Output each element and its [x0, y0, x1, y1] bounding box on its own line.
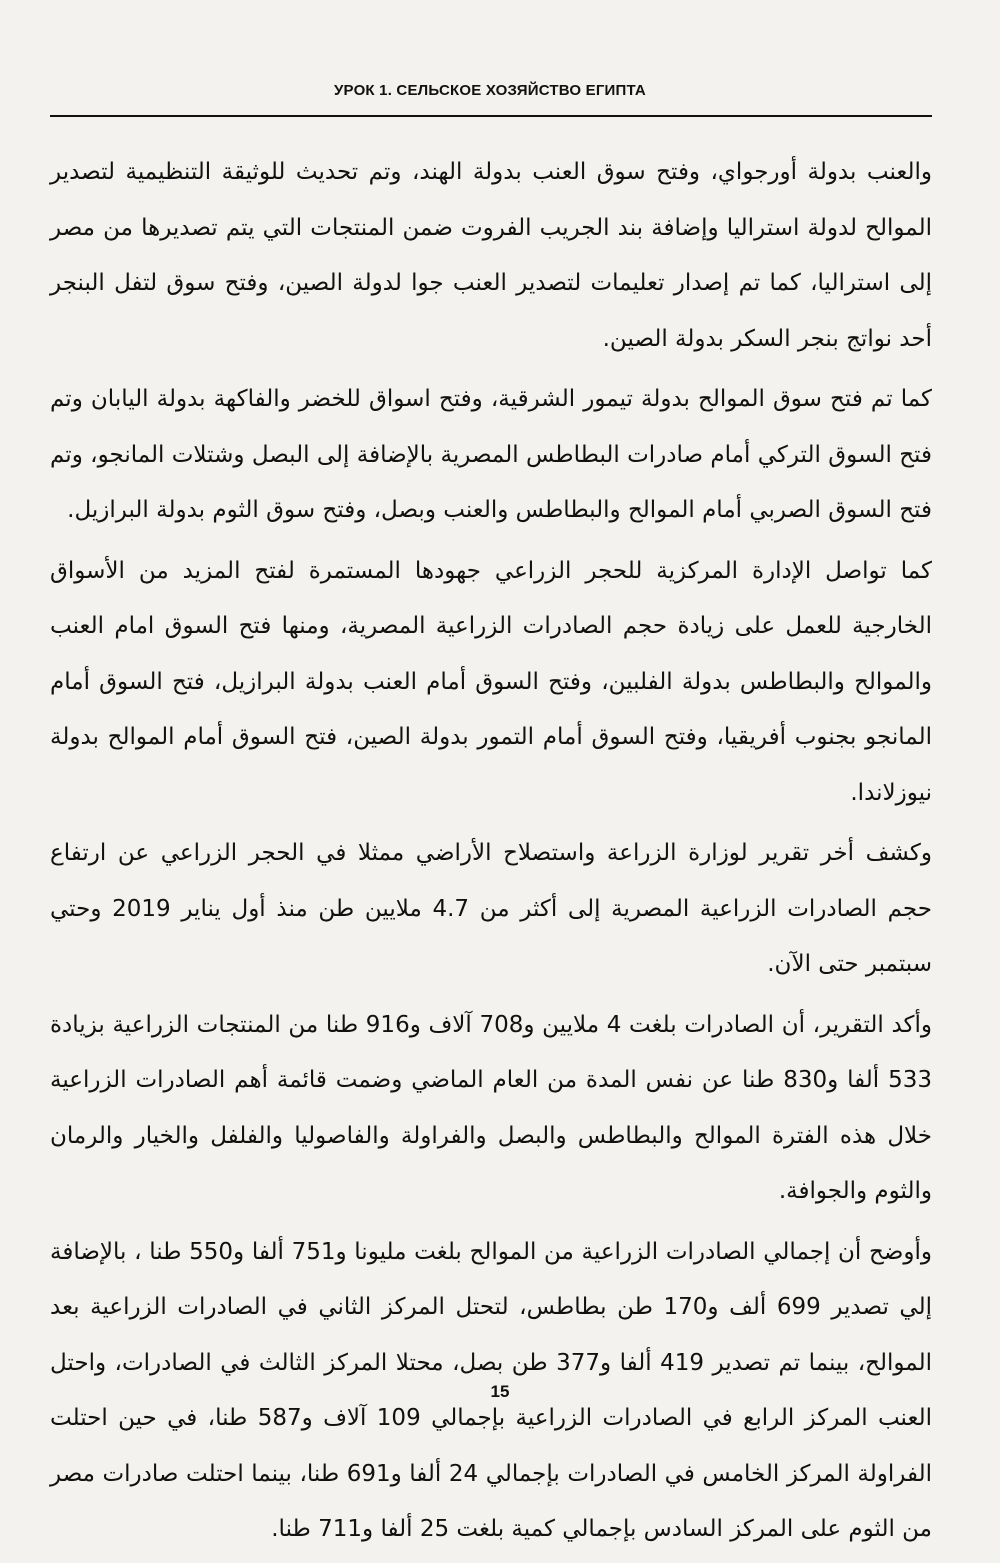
paragraph-4: وكشف أخر تقرير لوزارة الزراعة واستصلاح الأراضي ممثلا في الحجر الزراعي عن ارتفاع حجم الصادرات الزراعية المصرية إلى أكثر من 4.7 ملايين طن منذ أول يناير 2019 وحتي سبتمبر حتى الآن.: [50, 840, 932, 977]
paragraph-1: والعنب بدولة أورجواي، وفتح سوق العنب بدولة الهند، وتم تحديث للوثيقة التنظيمية لتصدير الموالح لدولة استراليا وإضافة بند الجريب الفروت ضمن المنتجات التي يتم تصديرها من مصر إلى استراليا، كما تم إصدار تعليمات لتصدير العنب جوا لدولة الصين، وفتح سوق لتفل البنجر أحد نواتج بنجر السكر بدولة الصين.: [50, 159, 932, 352]
paragraph-3: كما تواصل الإدارة المركزية للحجر الزراعي جهودها المستمرة لفتح المزيد من الأسواق الخارجية للعمل على زيادة حجم الصادرات الزراعية المصرية، ومنها فتح السوق امام العنب والموالح والبطاطس بدولة الفلبين، وفتح السوق أمام العنب بدولة البرازيل، فتح السوق أمام المانجو بجنوب أفريقيا، وفتح السوق أمام التمور بدولة الصين، فتح السوق أمام الموالح بدولة نيوزلاندا.: [50, 557, 932, 806]
running-header: УРОК 1. СЕЛЬСКОЕ ХОЗЯЙСТВО ЕГИПТА: [334, 82, 646, 99]
paragraph-6: وأوضح أن إجمالي الصادرات الزراعية من الموالح بلغت مليونا و751 ألفا و550 طنا ، بالإضافة إلي تصدير 699 ألف و170 طن بطاطس، لتحتل المركز الثاني في الصادرات الزراعية بعد الموالح، بينما تم تصدير 419 ألفا و377 طن بصل، محتلا المركز الثالث في الصادرات، واحتل العنب المركز الرابع في الصادرات الزراعية بإجمالي 109 آلاف و587 طنا، في حين احتلت الفراولة المركز الخامس في الصادرات بإجمالي 24 ألفا و691 طنا، بينما احتلت صادرات مصر من الثوم على المركز السادس بإجمالي كمية بلغت 25 ألفا و711 طنا.: [50, 1238, 932, 1542]
header-rule: [50, 115, 932, 117]
page-number: 15: [490, 1382, 510, 1401]
paragraph-2: كما تم فتح سوق الموالح بدولة تيمور الشرقية، وفتح اسواق للخضر والفاكهة بدولة اليابان وتم فتح السوق التركي أمام صادرات البطاطس المصرية بالإضافة إلى البصل وشتلات المانجو، وتم فتح السوق الصربي أمام الموالح والبطاطس والعنب وبصل، وفتح سوق الثوم بدولة البرازيل.: [50, 386, 932, 523]
paragraph-5: وأكد التقرير، أن الصادرات بلغت 4 ملايين و708 آلاف و916 طنا من المنتجات الزراعية بزيادة 533 ألفا و830 طنا عن نفس المدة من العام الماضي وضمت قائمة أهم الصادرات الزراعية خلال هذه الفترة الموالح والبطاطس والبصل والفراولة والفاصوليا والفلفل والخيار والرمان والثوم والجوافة.: [50, 1011, 932, 1204]
body-text: [50, 145, 932, 1563]
